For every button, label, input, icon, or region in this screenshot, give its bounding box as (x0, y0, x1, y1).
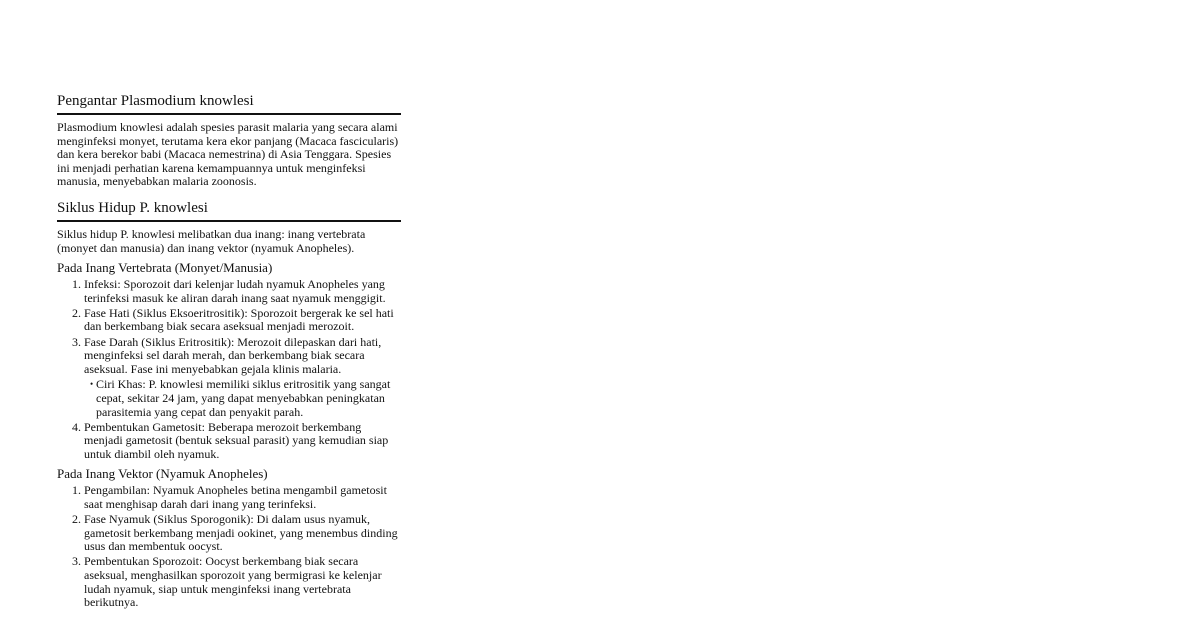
list-item (84, 336, 401, 420)
vertebrate-heading: Pada Inang Vertebrata (Monyet/Manusia) (57, 260, 273, 276)
intro-paragraph: Plasmodium knowlesi adalah spesies parasit malaria yang secara alami menginfeksi monyet, terutama kera ekor panjang (Macaca fascicularis) dan kera berekor babi (Macaca nemestrina) di Asia Tenggara. Spesies ini menjadi perhatian karena kemampuannya untuk menginfeksi manusia, menyebabkan malaria zoonosis. (57, 120, 399, 189)
intro-section (57, 92, 401, 189)
sub-list-item: • Ciri Khas: P. knowlesi memiliki siklus eritrositik yang sangat cepat, sekitar 24 jam, yang dapat menyebabkan peningkatan parasitemia yang cepat dan penyakit parah. (90, 378, 401, 419)
lifecycle-paragraph: Siklus hidup P. knowlesi melibatkan dua inang: inang vertebrata (monyet dan manusia) dan inang vektor (nyamuk Anopheles). (57, 226, 366, 255)
list-item (84, 555, 401, 609)
list-item (84, 307, 401, 334)
list-item-text: Pembentukan Sporozoit: Oocyst berkembang biak secara aseksual, menghasilkan sporozoit yang bermigrasi ke kelenjar ludah nyamuk, siap untuk menginfeksi inang vertebrata berikutnya. (84, 554, 382, 610)
list-item (84, 484, 401, 511)
sub-list (84, 378, 401, 419)
list-item-text: Pembentukan Gametosit: Beberapa merozoit berkembang menjadi gametosit (bentuk seksual parasit) yang kemudian siap untuk diambil oleh nyamuk. (84, 419, 389, 461)
list-item-text: Infeksi: Sporozoit dari kelenjar ludah nyamuk Anopheles yang terinfeksi masuk ke aliran darah inang saat nyamuk menggigit. (84, 277, 386, 305)
list-item (84, 513, 401, 554)
vertebrate-list (57, 278, 401, 461)
list-item-text: Fase Nyamuk (Siklus Sporogonik): Di dalam usus nyamuk, gametosit berkembang menjadi ookinet, yang menembus dinding usus dan membentuk oocyst. (84, 512, 398, 554)
list-item (84, 421, 401, 462)
lifecycle-heading: Siklus Hidup P. knowlesi (57, 199, 401, 222)
list-item-text: Fase Darah (Siklus Eritrositik): Merozoit dilepaskan dari hati, menginfeksi sel darah merah, dan berkembang biak secara aseksual. Fase ini menyebabkan gejala klinis malaria. (84, 334, 382, 376)
lifecycle-section (57, 199, 401, 610)
document-body (57, 92, 401, 611)
list-item-text: Fase Hati (Siklus Eksoeritrositik): Sporozoit bergerak ke sel hati dan berkembang biak secara aseksual menjadi merozoit. (84, 305, 394, 334)
list-item (84, 278, 401, 305)
intro-heading: Pengantar Plasmodium knowlesi (57, 92, 401, 115)
list-item-text: Pengambilan: Nyamuk Anopheles betina mengambil gametosit saat menghisap darah dari inang yang terinfeksi. (84, 483, 387, 511)
vector-list (57, 484, 401, 609)
vector-heading: Pada Inang Vektor (Nyamuk Anopheles) (57, 466, 268, 482)
